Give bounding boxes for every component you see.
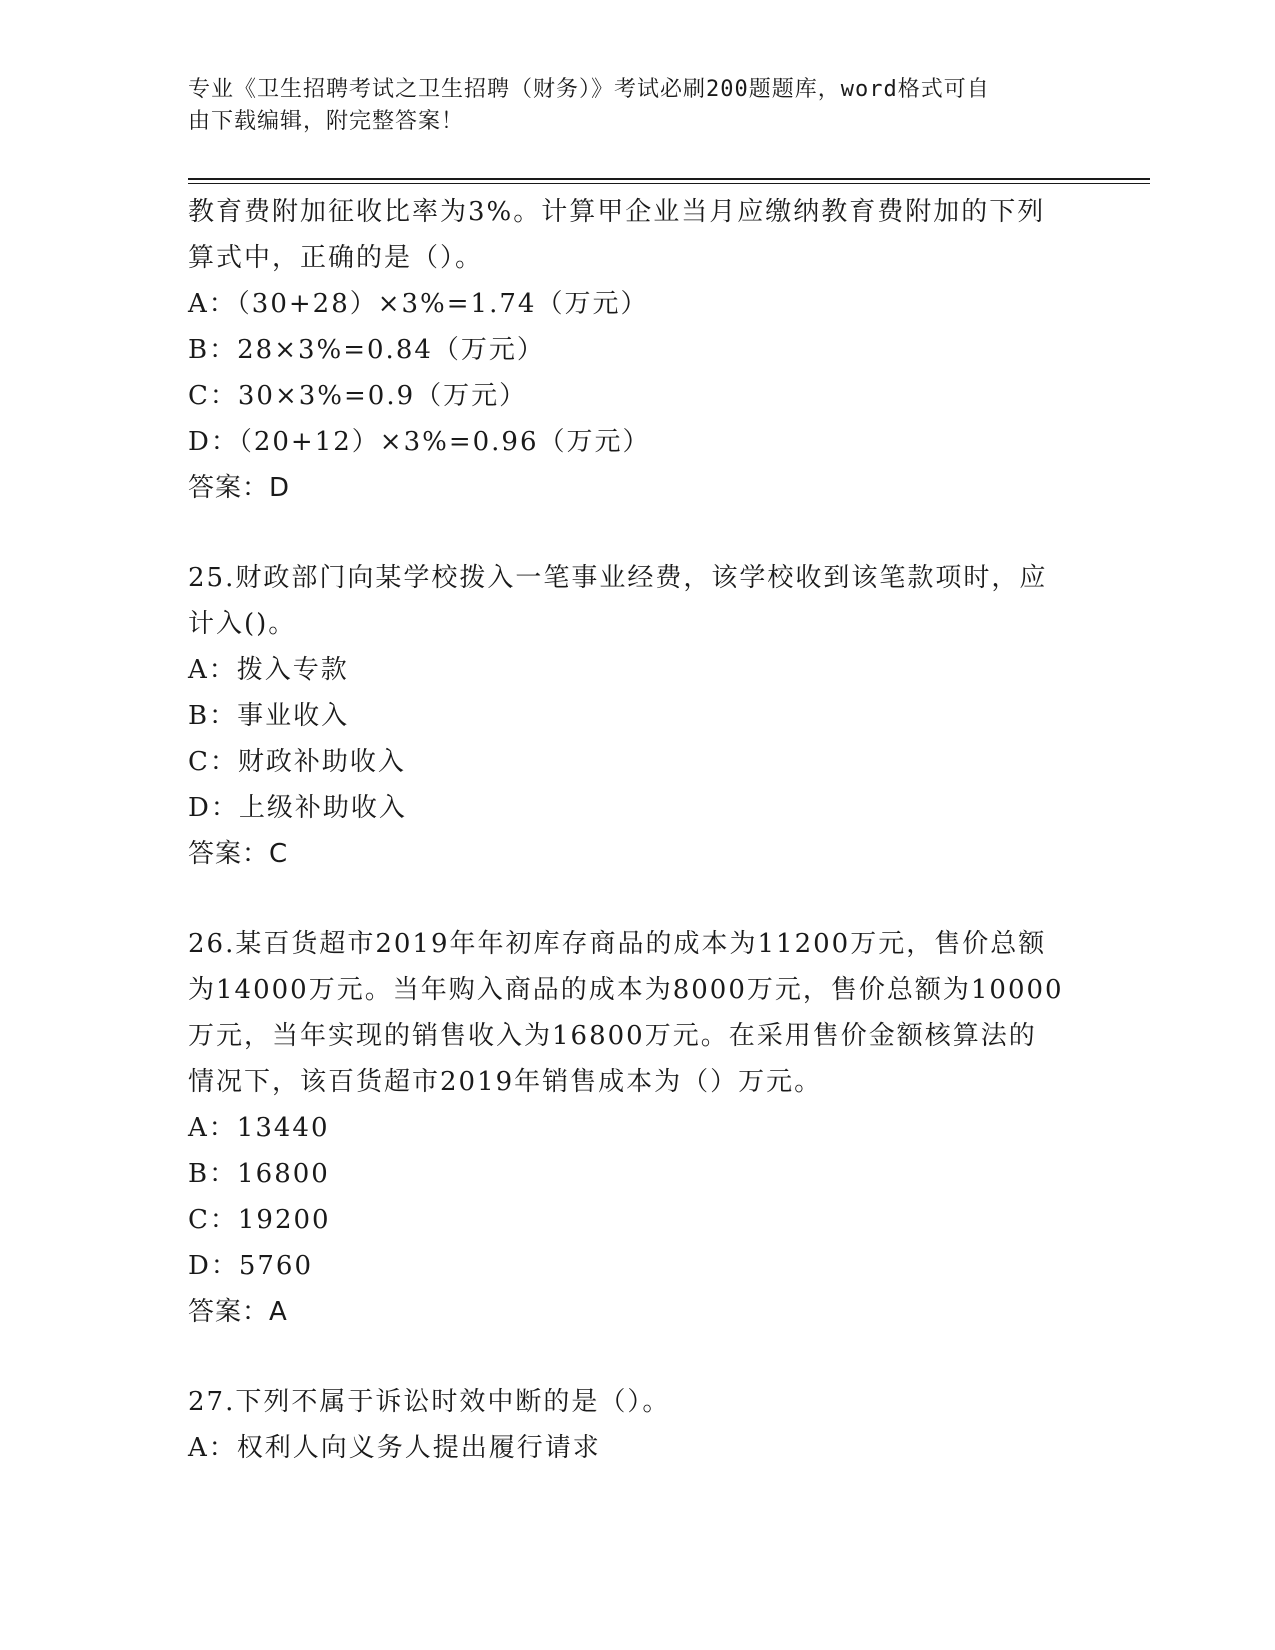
header-divider-thin — [188, 183, 1150, 184]
question-stem: 为14000万元。当年购入商品的成本为8000万元，售价总额为10000 — [188, 975, 1064, 1005]
spacer — [188, 877, 1088, 921]
option-c: C：19200 — [188, 1205, 331, 1235]
answer-line: 答案：D — [188, 473, 291, 503]
spacer — [188, 1335, 1088, 1379]
header-divider-thick — [188, 178, 1150, 180]
document-header — [188, 74, 1068, 138]
question-stem: 计入()。 — [188, 609, 297, 639]
question-26 — [188, 921, 1088, 1335]
question-stem: 27.下列不属于诉讼时效中断的是（）。 — [188, 1387, 671, 1417]
answer-line: 答案：C — [188, 839, 289, 869]
question-stem: 26.某百货超市2019年年初库存商品的成本为11200万元，售价总额 — [188, 929, 1047, 959]
option-b: B：16800 — [188, 1159, 330, 1189]
header-line-1: 专业《卫生招聘考试之卫生招聘（财务）》考试必刷200题题库，word格式可自 — [188, 77, 990, 102]
option-a: A：拨入专款 — [188, 655, 349, 685]
option-a: A：13440 — [188, 1113, 330, 1143]
option-b: B：事业收入 — [188, 701, 350, 731]
question-list — [188, 189, 1088, 1471]
question-stem: 算式中，正确的是（）。 — [188, 243, 484, 273]
header-line-2: 由下载编辑，附完整答案！ — [188, 109, 465, 134]
question-stem: 教育费附加征收比率为3%。计算甲企业当月应缴纳教育费附加的下列 — [188, 197, 1046, 227]
option-d: D：5760 — [188, 1251, 314, 1281]
question-27 — [188, 1379, 1088, 1471]
question-stem: 情况下，该百货超市2019年销售成本为（）万元。 — [188, 1067, 823, 1097]
answer-line: 答案：A — [188, 1297, 288, 1327]
option-d: D：（20+12）×3%=0.96（万元） — [188, 427, 651, 457]
option-a: A：（30+28）×3%=1.74（万元） — [188, 289, 649, 319]
option-a: A：权利人向义务人提出履行请求 — [188, 1433, 601, 1463]
question-24 — [188, 189, 1088, 511]
question-stem: 万元，当年实现的销售收入为16800万元。在采用售价金额核算法的 — [188, 1021, 1037, 1051]
option-b: B：28×3%=0.84（万元） — [188, 335, 545, 365]
question-25 — [188, 555, 1088, 877]
question-stem: 25.财政部门向某学校拨入一笔事业经费，该学校收到该笔款项时，应 — [188, 563, 1048, 593]
option-c: C：财政补助收入 — [188, 747, 406, 777]
option-c: C：30×3%=0.9（万元） — [188, 381, 528, 411]
option-d: D：上级补助收入 — [188, 793, 407, 823]
spacer — [188, 511, 1088, 555]
